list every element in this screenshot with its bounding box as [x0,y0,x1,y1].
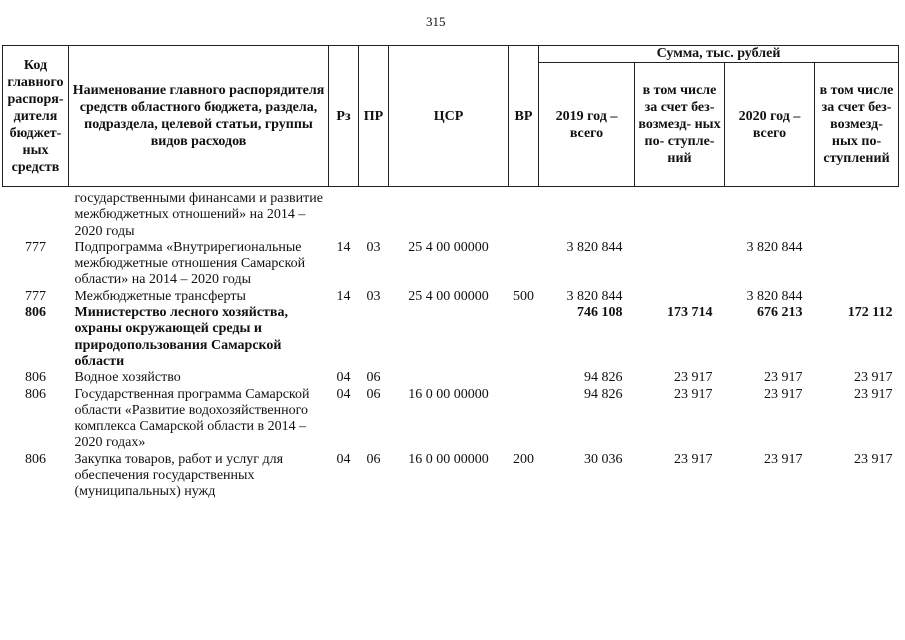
cell-bezv-2019: 173 714 [667,305,713,321]
cell-sum-2020: 3 820 844 [746,288,803,304]
cell-rz: 04 [336,451,351,467]
cell-vr [509,305,539,370]
header-sum-2019: 2019 год – всего [539,63,635,187]
cell-sum-2020: 23 917 [764,370,803,386]
cell-vr [509,387,539,452]
cell-name: Подпрограмма «Внутрирегиональные межбюджетные отношения Самарской области» на 2014 – 2020 годы [74,239,306,288]
header-sum: Сумма, тыс. рублей [539,46,899,63]
cell-name: Государственная программа Самарской области «Развитие водохозяйственного комплекса Самарской области в 2014 – 2020 годах» [74,386,310,451]
table-row [3,240,899,289]
header-bezv-2020: в том числе за счет без- возмезд- ных по- ступлений [815,63,899,187]
cell-name: Министерство лесного хозяйства, охраны окружающей среды и природопользования Самарской области [74,305,288,369]
cell-sum-2019: 3 820 844 [566,288,623,304]
table-row [3,305,899,370]
cell-vr [509,191,539,240]
cell-rz [329,191,359,240]
cell-bezv-2020 [815,289,899,305]
cell-sum-2019: 746 108 [577,305,623,321]
cell-code: 777 [25,239,46,255]
cell-csr: 16 0 00 00000 [408,451,489,467]
cell-sum-2019 [539,191,635,240]
cell-sum-2020: 676 213 [757,305,803,321]
cell-sum-2020 [725,191,815,240]
cell-vr: 500 [513,288,534,304]
cell-bezv-2019 [635,240,725,289]
cell-code: 806 [25,305,46,321]
cell-csr: 25 4 00 00000 [408,239,489,255]
budget-table [2,45,899,501]
table-row [3,289,899,305]
table-header [3,46,899,187]
page-number: 315 [426,14,446,29]
cell-pr [359,305,389,370]
cell-rz: 04 [336,386,351,402]
cell-sum-2019: 94 826 [584,370,623,386]
cell-code: 806 [25,370,46,386]
cell-sum-2019: 3 820 844 [566,239,623,255]
table-row [3,452,899,501]
cell-code [3,191,69,240]
cell-csr [389,305,509,370]
cell-name: Межбюджетные трансферты [74,288,246,304]
cell-sum-2019: 94 826 [584,386,623,402]
cell-bezv-2019: 23 917 [674,451,713,467]
cell-bezv-2019: 23 917 [674,386,713,402]
cell-bezv-2020 [815,191,899,240]
cell-csr [389,191,509,240]
cell-bezv-2020 [815,240,899,289]
cell-bezv-2020: 23 917 [854,451,893,467]
cell-name: Закупка товаров, работ и услуг для обеспечения государственных (муниципальных) нужд [74,451,284,500]
cell-bezv-2020: 172 112 [847,305,893,321]
header-csr: ЦСР [389,46,509,187]
cell-name: Водное хозяйство [74,370,181,386]
cell-pr: 06 [366,370,381,386]
cell-pr: 06 [366,386,381,402]
cell-vr [509,370,539,386]
cell-sum-2020: 23 917 [764,386,803,402]
cell-code: 806 [25,386,46,402]
table-row [3,191,899,240]
header-sum-2020: 2020 год – всего [725,63,815,187]
header-vr: ВР [509,46,539,187]
cell-rz: 14 [336,239,351,255]
cell-rz: 14 [336,288,351,304]
cell-vr: 200 [513,451,534,467]
cell-pr: 06 [366,451,381,467]
cell-rz [329,305,359,370]
header-rz: Рз [329,46,359,187]
cell-pr [359,191,389,240]
table-row [3,387,899,452]
header-code: Код главного распоря- дителя бюджет- ных средств [3,46,69,187]
cell-bezv-2019 [635,191,725,240]
cell-name: государственными финансами и развитие межбюджетных отношений» на 2014 – 2020 годы [74,191,323,239]
cell-pr: 03 [366,288,381,304]
cell-pr: 03 [366,239,381,255]
table-body [3,187,899,501]
cell-bezv-2019: 23 917 [674,370,713,386]
header-bezv-2019: в том числе за счет без- возмезд- ных по- ступле- ний [635,63,725,187]
cell-csr: 16 0 00 00000 [408,386,489,402]
header-name: Наименование главного распорядителя средств областного бюджета, раздела, подраздела, целевой статьи, группы видов расходов [69,46,329,187]
header-pr: ПР [359,46,389,187]
cell-vr [509,240,539,289]
cell-sum-2020: 3 820 844 [746,239,803,255]
cell-bezv-2019 [635,289,725,305]
cell-rz: 04 [336,370,351,386]
cell-sum-2020: 23 917 [764,451,803,467]
cell-bezv-2020: 23 917 [854,370,893,386]
cell-csr: 25 4 00 00000 [408,288,489,304]
cell-bezv-2020: 23 917 [854,386,893,402]
cell-sum-2019: 30 036 [584,451,623,467]
table-row [3,370,899,386]
cell-code: 777 [25,288,46,304]
cell-code: 806 [25,451,46,467]
cell-csr [389,370,509,386]
